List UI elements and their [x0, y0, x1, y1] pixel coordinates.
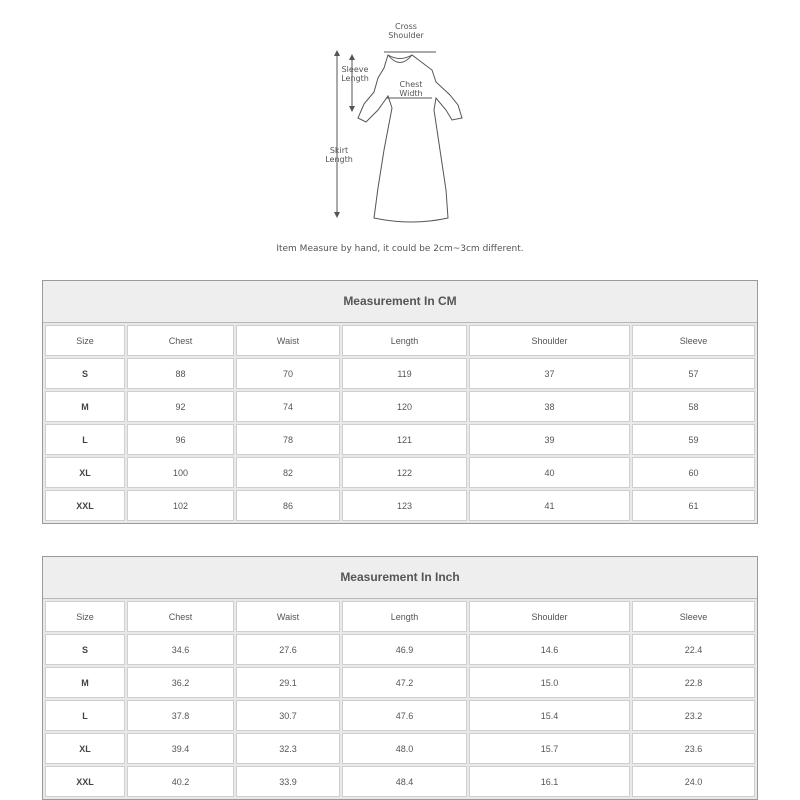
table-cell: 100 — [127, 457, 234, 488]
size-diagram — [0, 0, 800, 265]
column-header: Length — [342, 601, 467, 632]
column-header: Shoulder — [469, 601, 630, 632]
table-cell: 22.8 — [632, 667, 755, 698]
cross-shoulder-label — [386, 22, 426, 40]
size-cell: L — [45, 424, 125, 455]
size-cell: S — [45, 634, 125, 665]
size-cell: XXL — [45, 766, 125, 797]
table-cell: 22.4 — [632, 634, 755, 665]
table-cell: 37 — [469, 358, 630, 389]
column-header: Chest — [127, 601, 234, 632]
size-cell: S — [45, 358, 125, 389]
cm-table-title: Measurement In CM — [43, 281, 757, 323]
table-cell: 16.1 — [469, 766, 630, 797]
table-cell: 119 — [342, 358, 467, 389]
table-cell: 36.2 — [127, 667, 234, 698]
table-cell: 23.2 — [632, 700, 755, 731]
table-cell: 86 — [236, 490, 340, 521]
table-cell: 47.2 — [342, 667, 467, 698]
table-cell: 40 — [469, 457, 630, 488]
table-cell: 121 — [342, 424, 467, 455]
sleeve-label-line1: Sleeve — [341, 65, 369, 74]
table-row — [45, 391, 755, 422]
table-cell: 30.7 — [236, 700, 340, 731]
table-header-row — [45, 325, 755, 356]
table-cell: 120 — [342, 391, 467, 422]
table-row — [45, 634, 755, 665]
table-cell: 48.0 — [342, 733, 467, 764]
column-header: Waist — [236, 325, 340, 356]
table-cell: 46.9 — [342, 634, 467, 665]
cross-label-line1: Cross — [395, 22, 417, 31]
table-cell: 78 — [236, 424, 340, 455]
table-row — [45, 358, 755, 389]
column-header: Waist — [236, 601, 340, 632]
size-cell: XXL — [45, 490, 125, 521]
table-cell: 24.0 — [632, 766, 755, 797]
size-cell: XL — [45, 457, 125, 488]
table-cell: 41 — [469, 490, 630, 521]
table-cell: 123 — [342, 490, 467, 521]
table-cell: 39 — [469, 424, 630, 455]
column-header: Size — [45, 601, 125, 632]
table-cell: 88 — [127, 358, 234, 389]
table-row — [45, 667, 755, 698]
column-header: Sleeve — [632, 601, 755, 632]
chest-label-line1: Chest — [399, 80, 423, 89]
table-cell: 37.8 — [127, 700, 234, 731]
table-cell: 34.6 — [127, 634, 234, 665]
table-cell: 38 — [469, 391, 630, 422]
chest-label-line2: Width — [399, 89, 423, 98]
table-cell: 47.6 — [342, 700, 467, 731]
table-row — [45, 424, 755, 455]
table-row — [45, 490, 755, 521]
table-cell: 29.1 — [236, 667, 340, 698]
table-cell: 70 — [236, 358, 340, 389]
table-row — [45, 766, 755, 797]
table-row — [45, 733, 755, 764]
table-cell: 102 — [127, 490, 234, 521]
skirt-length-label — [322, 146, 356, 164]
table-cell: 74 — [236, 391, 340, 422]
size-cell: L — [45, 700, 125, 731]
table-cell: 48.4 — [342, 766, 467, 797]
table-cell: 59 — [632, 424, 755, 455]
column-header: Shoulder — [469, 325, 630, 356]
inch-table-title: Measurement In Inch — [43, 557, 757, 599]
skirt-label-line1: Skirt — [329, 146, 349, 155]
inch-table-grid — [43, 599, 757, 799]
table-cell: 122 — [342, 457, 467, 488]
table-row — [45, 700, 755, 731]
table-cell: 15.4 — [469, 700, 630, 731]
table-header-row — [45, 601, 755, 632]
inch-size-table — [42, 556, 758, 800]
sleeve-length-label — [338, 65, 372, 83]
table-cell: 27.6 — [236, 634, 340, 665]
cm-table-grid — [43, 323, 757, 523]
table-cell: 57 — [632, 358, 755, 389]
table-cell: 15.0 — [469, 667, 630, 698]
table-cell: 15.7 — [469, 733, 630, 764]
sleeve-label-line2: Length — [341, 74, 369, 83]
column-header: Size — [45, 325, 125, 356]
table-cell: 60 — [632, 457, 755, 488]
column-header: Length — [342, 325, 467, 356]
table-cell: 40.2 — [127, 766, 234, 797]
size-cell: M — [45, 667, 125, 698]
chest-width-label — [394, 80, 428, 98]
table-cell: 82 — [236, 457, 340, 488]
table-cell: 92 — [127, 391, 234, 422]
table-cell: 58 — [632, 391, 755, 422]
table-cell: 96 — [127, 424, 234, 455]
table-cell: 23.6 — [632, 733, 755, 764]
table-cell: 33.9 — [236, 766, 340, 797]
cross-label-line2: Shoulder — [388, 31, 424, 40]
column-header: Sleeve — [632, 325, 755, 356]
size-cell: M — [45, 391, 125, 422]
cm-size-table — [42, 280, 758, 524]
size-cell: XL — [45, 733, 125, 764]
measure-note: Item Measure by hand, it could be 2cm~3cm different. — [276, 244, 524, 254]
table-cell: 39.4 — [127, 733, 234, 764]
table-cell: 14.6 — [469, 634, 630, 665]
column-header: Chest — [127, 325, 234, 356]
table-row — [45, 457, 755, 488]
table-cell: 61 — [632, 490, 755, 521]
table-cell: 32.3 — [236, 733, 340, 764]
skirt-label-line2: Length — [325, 155, 353, 164]
